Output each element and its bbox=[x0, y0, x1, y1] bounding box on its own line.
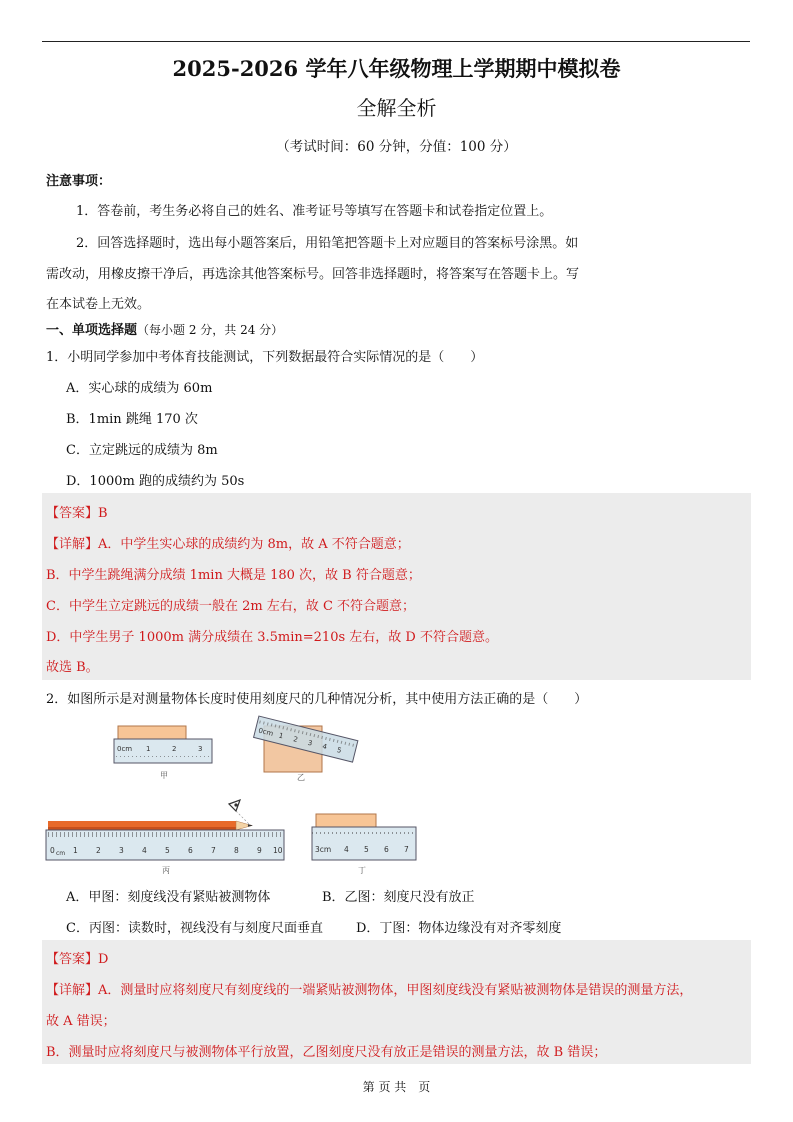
figure-jia bbox=[114, 726, 212, 780]
section-note: （每小题 2 分，共 24 分） bbox=[137, 323, 284, 337]
bing-tick-1: 1 bbox=[73, 846, 78, 855]
yi-tick-1: 1 bbox=[277, 731, 285, 741]
q1-detail-3: C．中学生立定跳远的成绩一般在 2m 左右，故 C 不符合题意； bbox=[46, 599, 416, 614]
figure-yi bbox=[254, 716, 358, 782]
q1-detail-label: 【详解】 bbox=[46, 537, 99, 552]
notes-item-1: 1．答卷前，考生务必将自己的姓名、准考证号等填写在答题卡和试卷指定位置上。 bbox=[76, 204, 553, 219]
ding-tick-4: 4 bbox=[344, 845, 349, 854]
bing-tick-9: 9 bbox=[257, 846, 262, 855]
q1-option-d: D．1000m 跑的成绩约为 50s bbox=[66, 474, 245, 489]
q2-option-b: B．乙图：刻度尺没有放正 bbox=[322, 890, 475, 905]
bing-label: 丙 bbox=[162, 866, 170, 875]
notes-item-2-line3: 在本试卷上无效。 bbox=[46, 297, 151, 312]
q2-detail-text-1: A．测量时应将刻度尺有刻度线的一端紧贴被测物体，甲图刻度线没有紧贴被测物体是错误的测量方法， bbox=[98, 983, 693, 998]
figure-bing bbox=[46, 800, 284, 875]
page-title: 2025-2026 学年八年级物理上学期期中模拟卷 bbox=[172, 56, 621, 81]
ding-tick-5: 5 bbox=[364, 845, 369, 854]
q2-option-a: A．甲图：刻度线没有紧贴被测物体 bbox=[66, 890, 271, 905]
page-footer: 第 页 共 页 bbox=[362, 1080, 431, 1094]
q1-option-a: A．实心球的成绩为 60m bbox=[66, 381, 213, 396]
yi-tick-0: 0cm bbox=[257, 726, 275, 738]
yi-tick-4: 4 bbox=[321, 742, 328, 752]
bing-tick-2: 2 bbox=[96, 846, 101, 855]
q2-figure bbox=[0, 712, 793, 884]
q1-detail-1 bbox=[46, 533, 410, 552]
q1-detail-4: D．中学生男子 1000m 满分成绩在 3.5min=210s 左右，故 D 不符合题意。 bbox=[46, 630, 498, 645]
q1-detail-5: 故选 B。 bbox=[46, 660, 99, 675]
q2-detail-label: 【详解】 bbox=[46, 983, 99, 998]
yi-tick-3: 3 bbox=[306, 738, 314, 748]
bing-tick-8: 8 bbox=[234, 846, 239, 855]
q2-stem: 2．如图所示是对测量物体长度时使用刻度尺的几种情况分析，其中使用方法正确的是（ ） bbox=[46, 692, 588, 707]
notes-heading: 注意事项： bbox=[46, 174, 112, 189]
ding-tick-3: 3cm bbox=[315, 845, 332, 854]
jia-label: 甲 bbox=[160, 771, 168, 780]
bing-tick-4: 4 bbox=[142, 846, 147, 855]
q2-option-d: D．丁图：物体边缘没有对齐零刻度 bbox=[356, 921, 562, 936]
q2-answer-box bbox=[42, 940, 751, 1064]
jia-object bbox=[118, 726, 186, 740]
section-title: 一、单项选择题 bbox=[46, 323, 138, 338]
yi-tick-5: 5 bbox=[336, 746, 343, 755]
q1-option-b: B．1min 跳绳 170 次 bbox=[66, 412, 198, 427]
jia-tick-0: 0cm bbox=[117, 745, 133, 753]
q1-detail-text-1: A．中学生实心球的成绩约为 8m，故 A 不符合题意； bbox=[98, 537, 410, 552]
q1-detail-2: B．中学生跳绳满分成绩 1min 大概是 180 次，故 B 符合题意； bbox=[46, 568, 421, 583]
jia-tick-2: 2 bbox=[172, 745, 177, 753]
top-rule bbox=[42, 41, 750, 42]
q1-answer-box bbox=[42, 493, 751, 680]
yi-label: 乙 bbox=[297, 773, 305, 782]
q2-detail-1 bbox=[46, 979, 692, 998]
q2-answer: 【答案】D bbox=[46, 952, 109, 967]
yi-tick-2: 2 bbox=[292, 735, 299, 745]
ding-object bbox=[316, 814, 376, 828]
exam-info: （考试时间：60 分钟，分值：100 分） bbox=[276, 139, 517, 155]
page-subtitle: 全解全析 bbox=[356, 96, 437, 120]
q1-option-c: C．立定跳远的成绩为 8m bbox=[66, 443, 218, 458]
bing-tick-7: 7 bbox=[211, 846, 216, 855]
bing-tick-unit: cm bbox=[56, 850, 66, 857]
figure-ding bbox=[312, 814, 416, 875]
bing-tick-6: 6 bbox=[188, 846, 193, 855]
ding-tick-7: 7 bbox=[404, 845, 409, 854]
q2-option-c: C．丙图：读数时，视线没有与刻度尺面垂直 bbox=[66, 921, 323, 936]
notes-item-2-line2: 需改动，用橡皮擦干净后，再选涂其他答案标号。回答非选择题时，将答案写在答题卡上。写 bbox=[46, 267, 580, 282]
notes-item-2-line1: 2．回答选择题时，选出每小题答案后，用铅笔把答题卡上对应题目的答案标号涂黑。如 bbox=[76, 236, 579, 251]
ding-tick-6: 6 bbox=[384, 845, 389, 854]
bing-tick-5: 5 bbox=[165, 846, 170, 855]
jia-tick-3: 3 bbox=[198, 745, 203, 753]
q2-detail-3: B．测量时应将刻度尺与被测物体平行放置，乙图刻度尺没有放正是错误的测量方法，故 B 错误； bbox=[46, 1045, 607, 1060]
section-heading bbox=[46, 319, 283, 338]
q1-answer: 【答案】B bbox=[46, 506, 108, 521]
q2-detail-2: 故 A 错误； bbox=[46, 1014, 116, 1029]
ding-label: 丁 bbox=[358, 866, 366, 875]
bing-tick-10: 10 bbox=[273, 846, 283, 855]
jia-tick-1: 1 bbox=[146, 745, 151, 753]
bing-tick-0: 0 bbox=[50, 846, 55, 855]
bing-pencil bbox=[48, 821, 236, 827]
bing-tick-3: 3 bbox=[119, 846, 124, 855]
q1-stem: 1．小明同学参加中考体育技能测试，下列数据最符合实际情况的是（ ） bbox=[46, 350, 484, 365]
